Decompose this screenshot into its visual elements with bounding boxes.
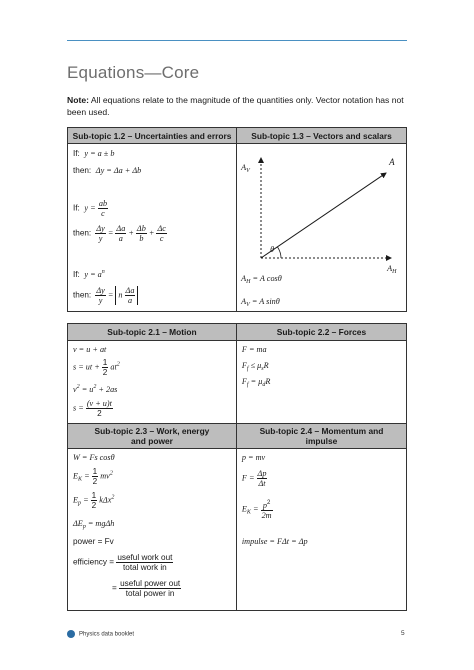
work-energy-cell — [68, 449, 237, 611]
eq-quotient-denominator: c — [101, 209, 105, 218]
header-subtopic-2-3: Sub-topic 2.3 – Work, energy and power — [68, 424, 237, 449]
eq-AV: $A_V = A$ sinθ — [241, 297, 280, 308]
header-subtopic-2-4: Sub-topic 2.4 – Momentum and impulse — [236, 424, 406, 449]
eq-sum: y = a ± b — [84, 149, 115, 158]
label-A: A — [389, 157, 395, 167]
eq-efficiency-power: = $\frac{\text{useful power out}}{\text{total power in}}$ — [112, 579, 181, 598]
resultant-vector-arrow — [261, 173, 386, 258]
page-number: 5 — [401, 630, 405, 637]
top-rule — [67, 40, 407, 41]
eq-impulse: impulse = FΔt = Δp — [241, 537, 308, 546]
label-then: then: — [73, 166, 92, 175]
eq-quotient-fraction — [98, 199, 108, 218]
header-subtopic-2-2: Sub-topic 2.2 – Forces — [236, 324, 406, 341]
eq-power-exponent: n — [101, 269, 105, 275]
motion-cell — [68, 341, 237, 424]
eq-power: power = Fv — [73, 537, 114, 546]
eq-kinetic-energy: $E_K$ = $\frac{1}{2}$ $mv^2$ — [73, 467, 113, 486]
header-subtopic-1-3: Sub-topic 1.3 – Vectors and scalars — [237, 128, 407, 144]
label-AV: $A_V$ — [241, 163, 250, 174]
eq-quotient-uncertainty: then: $\frac{\Delta y}{y}$ = $\frac{\Delta a}{a}$ + $\frac{\Delta b}{b}$ + $\frac{\Delta c}{c}$ — [73, 224, 166, 243]
mechanics-table — [67, 323, 407, 611]
eq-force-3: $F_f = \mu_dR$ — [241, 377, 271, 388]
angle-arc — [278, 247, 282, 258]
page-title: Equations—Core — [67, 63, 200, 82]
eq-quotient-numerator: ab — [98, 199, 108, 208]
header-subtopic-1-2: Sub-topic 1.2 – Uncertainties and errors — [68, 128, 237, 144]
note-text: All equations relate to the magnitude of the quantities only. Vector notation has not been used. — [67, 95, 404, 117]
eq-force-2: $F_f \le \mu_sR$ — [241, 361, 269, 372]
eq-power: y = a — [84, 270, 102, 279]
footer — [67, 630, 134, 638]
label-if: If: — [73, 149, 80, 158]
eq-kinetic-momentum: $E_K$ = $\frac{p^2}{2m}$ — [241, 500, 272, 520]
label-theta: θ — [270, 245, 275, 254]
note-label: Note: — [67, 95, 89, 105]
eq-elastic-energy: $E_p$ = $\frac{1}{2}$ kΔx$^2$ — [73, 491, 115, 510]
eq-motion-2: s = ut + $\frac{1}{2}$ $at^2$ — [73, 358, 120, 377]
footer-text: Physics data booklet — [79, 631, 135, 638]
eq-efficiency-work: efficiency = $\frac{\text{useful work out}}{\text{total work in}}$ — [73, 553, 173, 572]
eq-motion-1: v = u + at — [73, 345, 107, 354]
eq-motion-3: $v^2 = u^2 + 2as$ — [73, 384, 118, 394]
eq-motion-4: s = $\frac{(v + u)t}{2}$ — [73, 399, 112, 418]
eq-sum-uncertainty: Δy = Δa + Δb — [95, 166, 142, 175]
eq-force-momentum: F = $\frac{\Delta p}{\Delta t}$ — [241, 469, 267, 488]
forces-cell — [236, 341, 406, 424]
eq-momentum: p = mv — [241, 453, 266, 462]
momentum-cell — [236, 449, 406, 611]
header-subtopic-2-1: Sub-topic 2.1 – Motion — [68, 324, 237, 341]
eq-power-uncertainty: then: $\frac{\Delta y}{y}$ = n $\frac{\Delta a}{a}$ — [73, 286, 138, 305]
booklet-logo-icon — [67, 630, 75, 638]
eq-gravitational-energy: $\Delta E_p = mg\Delta h$ — [73, 519, 115, 530]
eq-AH: $A_H = A$ cosθ — [241, 274, 282, 285]
uncertainties-cell — [68, 144, 237, 312]
label-AH: $A_H$ — [387, 264, 397, 275]
uncertainties-vectors-table — [67, 127, 407, 312]
label-if: If: — [73, 203, 80, 213]
note-paragraph — [67, 95, 412, 118]
eq-work: W = Fs cosθ — [73, 453, 115, 462]
eq-force-1: F = ma — [241, 345, 267, 354]
eq-quotient-lhs: y = — [84, 203, 96, 213]
vector-diagram — [237, 144, 407, 311]
label-if: If: — [73, 270, 80, 279]
vectors-cell — [237, 144, 407, 312]
